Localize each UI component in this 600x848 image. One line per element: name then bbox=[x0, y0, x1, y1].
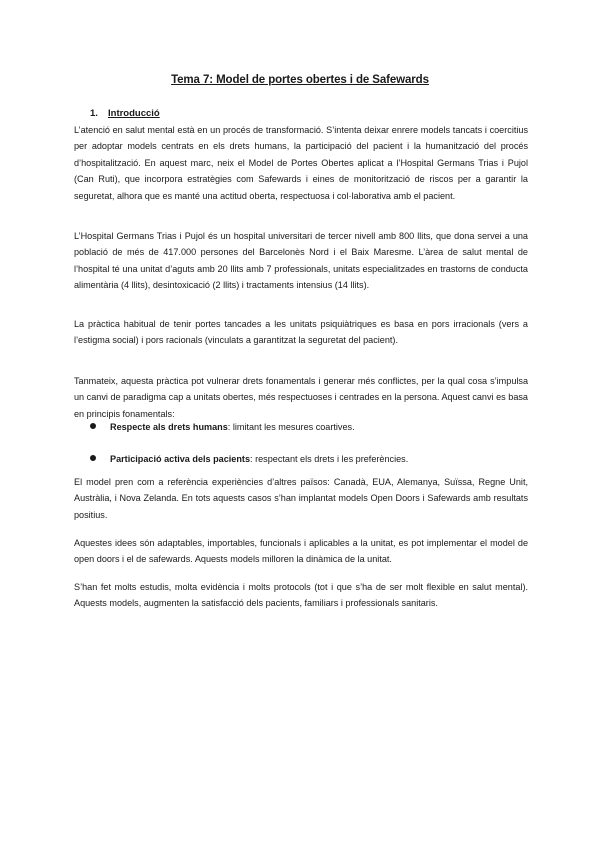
bullet-icon bbox=[90, 423, 96, 429]
paragraph-closed-doors: La pràctica habitual de tenir portes tancades a les unitats psiquiàtriques es basa en pors irracionals (vers a l’estigma social) i pors racionals (vinculats a garantitzat la seguretat del pacient). bbox=[74, 319, 528, 346]
page-title: Tema 7: Model de portes obertes i de Safewards bbox=[171, 74, 429, 86]
section-heading-text: Introducció bbox=[108, 108, 160, 119]
bullet-bold: Participació activa dels pacients bbox=[110, 454, 251, 464]
paragraph-paradigm-shift: Tanmateix, aquesta pràctica pot vulnerar drets fonamentals i generar més conflictes, per la qual cosa s’impulsa un canvi de paradigma cap a unitats obertes, més respectuoses i centrades en la persona. Aquest canvi es basa en principis fonamentals: bbox=[74, 376, 528, 419]
bullet-item bbox=[90, 420, 520, 434]
paragraph-references: El model pren com a referència experiències d’altres països: Canadà, EUA, Alemanya, Suïssa, Regne Unit, Austràlia, i Nova Zelanda. En tots aquests casos s’han implantat models Open Doors i Safewards amb resultats positius. bbox=[74, 477, 528, 520]
paragraph-adaptable: Aquestes idees són adaptables, importables, funcionals i aplicables a la unitat, es pot implementar el model de open doors i el de safewards. Aquests models milloren la dinàmica de la unitat. bbox=[74, 538, 528, 565]
bullet-bold: Respecte als drets humans bbox=[110, 422, 228, 432]
paragraph-hospital: L’Hospital Germans Trias i Pujol és un hospital universitari de tercer nivell amb 800 llits, que dona servei a una població de més de 417.000 persones del Barcelonès Nord i el Baix Maresme. L’àrea de salut mental de l’hospital té una unitat d’aguts amb 20 llits amb 7 professionals, unitats especialitzades en trastorns de conducta alimentària (4 llits), desintoxicació (2 llits) i tractaments intensius (14 llits). bbox=[74, 231, 528, 291]
bullet-item bbox=[90, 452, 520, 466]
bullet-icon bbox=[90, 455, 96, 461]
section-number: 1. bbox=[90, 108, 98, 119]
bullet-text: : limitant les mesures coartives. bbox=[227, 422, 355, 432]
paragraph-intro: L’atenció en salut mental està en un procés de transformació. S’intenta deixar enrere models tancats i coercitius per adoptar models centrats en els drets humans, la participació del pacient i la humanització del procés d’hospitalització. En aquest marc, neix el Model de Portes Obertes aplicat a l’Hospital Germans Trias i Pujol (Can Ruti), que incorpora estratègies com Safewards i eines de monitorització de riscos per a garantir la seguretat, alhora que es manté una actitud oberta, respectuosa i col·laborativa amb el pacient. bbox=[74, 125, 528, 201]
bullet-text: : respectant els drets i les preferències. bbox=[250, 454, 409, 464]
section-heading bbox=[90, 108, 160, 119]
paragraph-studies: S’han fet molts estudis, molta evidència i molts protocols (tot i que s’ha de ser molt flexible en salut mental). Aquests models, augmenten la satisfacció dels pacients, familiars i professionals sanitaris. bbox=[74, 582, 528, 609]
